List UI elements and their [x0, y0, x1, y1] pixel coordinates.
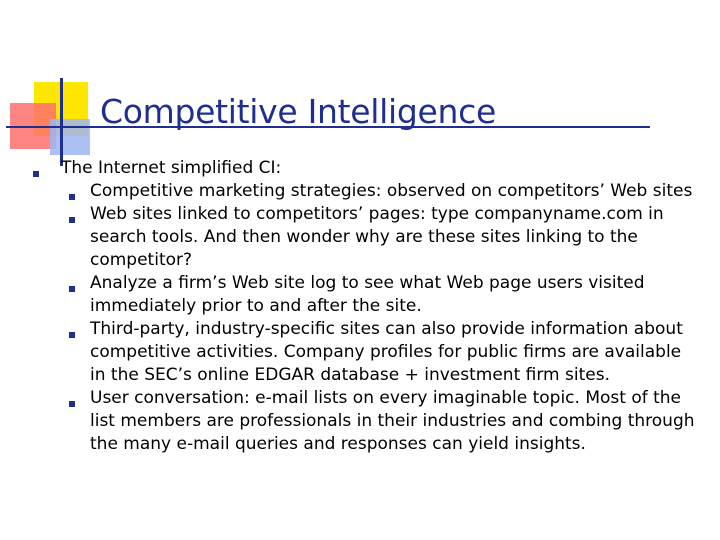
sub-point-3-line-2: immediately prior to and after the site. [90, 296, 422, 316]
main-bullet-icon [33, 171, 39, 177]
logo-blue-square [50, 119, 90, 155]
slide-logo-decoration [0, 0, 110, 160]
sub-point-5-line-3: the many e-mail queries and responses can yield insights. [90, 434, 586, 454]
sub-bullet-icon [69, 401, 75, 407]
sub-point-4-line-3: in the SEC’s online EDGAR database + investment firm sites. [90, 365, 610, 385]
sub-bullet-icon [69, 217, 75, 223]
main-point-text: The Internet simplified CI: [61, 158, 282, 178]
sub-point-4-line-2: competitive activities. Company profiles for public firms are available [90, 342, 682, 362]
sub-bullet-icon [69, 332, 75, 338]
logo-vertical-line [60, 78, 63, 166]
sub-point-2-line-2: search tools. And then wonder why are these sites linking to the [90, 227, 638, 247]
sub-point-5-line-1: User conversation: e-mail lists on every imaginable topic. Most of the [90, 388, 682, 408]
sub-point-4-line-1: Third-party, industry-specific sites can also provide information about [90, 319, 683, 339]
sub-point-2-line-3: competitor? [90, 250, 193, 270]
sub-bullet-icon [69, 286, 75, 292]
slide-title: Competitive Intelligence [100, 92, 496, 131]
sub-point-1-line-1: Competitive marketing strategies: observed on competitors’ Web sites [90, 181, 693, 201]
sub-point-5-line-2: list members are professionals in their industries and combing through [90, 411, 695, 431]
sub-point-3-line-1: Analyze a firm’s Web site log to see what Web page users visited [90, 273, 645, 293]
sub-bullet-icon [69, 194, 75, 200]
sub-point-2-line-1: Web sites linked to competitors’ pages: type companyname.com in [90, 204, 664, 224]
